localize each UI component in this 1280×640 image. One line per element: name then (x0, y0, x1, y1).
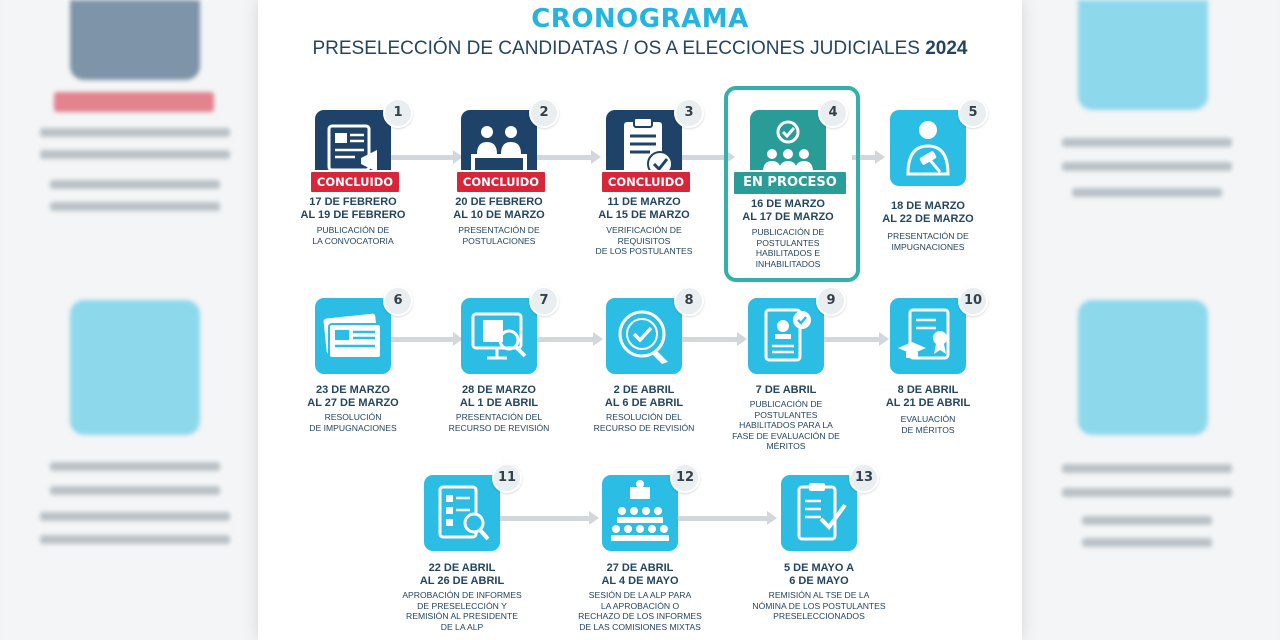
blurred-background-left (0, 0, 258, 640)
flow-arrow (532, 337, 594, 342)
step-description: REMISIÓN AL TSE DE LA NÓMINA DE LOS POSTULANTES PRESELECCIONADOS (752, 590, 886, 621)
step-date: 2 DE ABRIL AL 6 DE ABRIL (604, 384, 684, 409)
step-date: 17 DE FEBRERO AL 19 DE FEBRERO (300, 196, 406, 221)
blurred-background-right (1022, 0, 1280, 640)
page-subtitle (258, 38, 1022, 60)
step-description: PUBLICACIÓN DE LA CONVOCATORIA (312, 225, 394, 246)
step-description: VERIFICACIÓN DE REQUISITOS DE LOS POSTULANTES (595, 225, 693, 256)
step-description: PUBLICACIÓN DE POSTULANTES HABILITADOS PARA LA FASE DE EVALUACIÓN DE MÉRITOS (732, 399, 840, 451)
step-number: 6 (383, 286, 413, 316)
subtitle-year: 2024 (925, 38, 968, 59)
step-description: APROBACIÓN DE INFORMES DE PRESELECCIÓN Y REMISIÓN AL PRESIDENTE DE LA ALP (402, 590, 522, 632)
status-badge: EN PROCESO (732, 170, 848, 196)
diploma-icon (890, 298, 966, 374)
page-title: CRONOGRAMA (531, 4, 749, 34)
status-badge: CONCLUIDO (455, 170, 547, 194)
step-number: 2 (529, 98, 559, 128)
step-number: 13 (849, 463, 879, 493)
monitor-review-icon (461, 298, 537, 374)
flow-arrow (678, 516, 768, 521)
clipboard-tick-icon (781, 475, 857, 551)
step-date: 5 DE MAYO A 6 DE MAYO (783, 562, 855, 587)
step-date: 8 DE ABRIL AL 21 DE ABRIL (885, 384, 971, 409)
step-description: PRESENTACIÓN DE POSTULACIONES (458, 225, 540, 246)
step-date: 22 DE ABRIL AL 26 DE ABRIL (419, 562, 505, 587)
step-number: 11 (492, 463, 522, 493)
step-number: 4 (818, 98, 848, 128)
person-gavel-icon (890, 110, 966, 186)
step-date: 27 DE ABRIL AL 4 DE MAYO (601, 562, 679, 587)
step-description: PRESENTACIÓN DEL RECURSO DE REVISIÓN (448, 412, 550, 433)
step-date: 11 DE MARZO AL 15 DE MARZO (598, 196, 690, 221)
flow-arrow (386, 337, 454, 342)
step-number: 5 (958, 98, 988, 128)
step-number: 9 (816, 286, 846, 316)
step-description: EVALUACIÓN DE MÉRITOS (900, 414, 956, 435)
step-date: 16 DE MARZO AL 17 DE MARZO (742, 198, 834, 223)
flow-arrow (530, 155, 592, 160)
step-description: RESOLUCIÓN DE IMPUGNACIONES (309, 412, 397, 433)
step-description: SESIÓN DE LA ALP PARA LA APROBACIÓN O RECHAZO DE LOS INFORMES DE LAS COMISIONES MIXTAS (578, 590, 702, 632)
resume-check-icon (748, 298, 824, 374)
step-description: RESOLUCIÓN DEL RECURSO DE REVISIÓN (593, 412, 695, 433)
step-date: 20 DE FEBRERO AL 10 DE MARZO (453, 196, 545, 221)
assembly-icon (602, 475, 678, 551)
step-number: 3 (674, 98, 704, 128)
step-date: 7 DE ABRIL (755, 384, 817, 396)
step-description: PRESENTACIÓN DE IMPUGNACIONES (887, 231, 969, 252)
document-card-icon (315, 298, 391, 374)
step-description: PUBLICACIÓN DE POSTULANTES HABILITADOS E INHABILITADOS (751, 227, 825, 269)
seal-check-icon (606, 298, 682, 374)
flow-arrow (676, 155, 726, 160)
step-date: 18 DE MARZO AL 22 DE MARZO (882, 200, 974, 225)
step-date: 28 DE MARZO AL 1 DE ABRIL (459, 384, 539, 409)
step-number: 7 (529, 286, 559, 316)
checklist-magnifier-icon (424, 475, 500, 551)
flow-arrow (500, 516, 590, 521)
flow-arrow (676, 337, 738, 342)
flow-arrow (386, 155, 454, 160)
step-number: 1 (383, 98, 413, 128)
status-badge: CONCLUIDO (600, 170, 692, 194)
flow-arrow (818, 337, 880, 342)
step-number: 10 (958, 286, 988, 316)
step-number: 8 (674, 286, 704, 316)
subtitle-text: PRESELECCIÓN DE CANDIDATAS / OS A ELECCIONES JUDICIALES (312, 38, 920, 59)
step-number: 12 (670, 463, 700, 493)
status-badge: CONCLUIDO (309, 170, 401, 194)
schedule-panel (258, 0, 1022, 640)
step-date: 23 DE MARZO AL 27 DE MARZO (307, 384, 399, 409)
